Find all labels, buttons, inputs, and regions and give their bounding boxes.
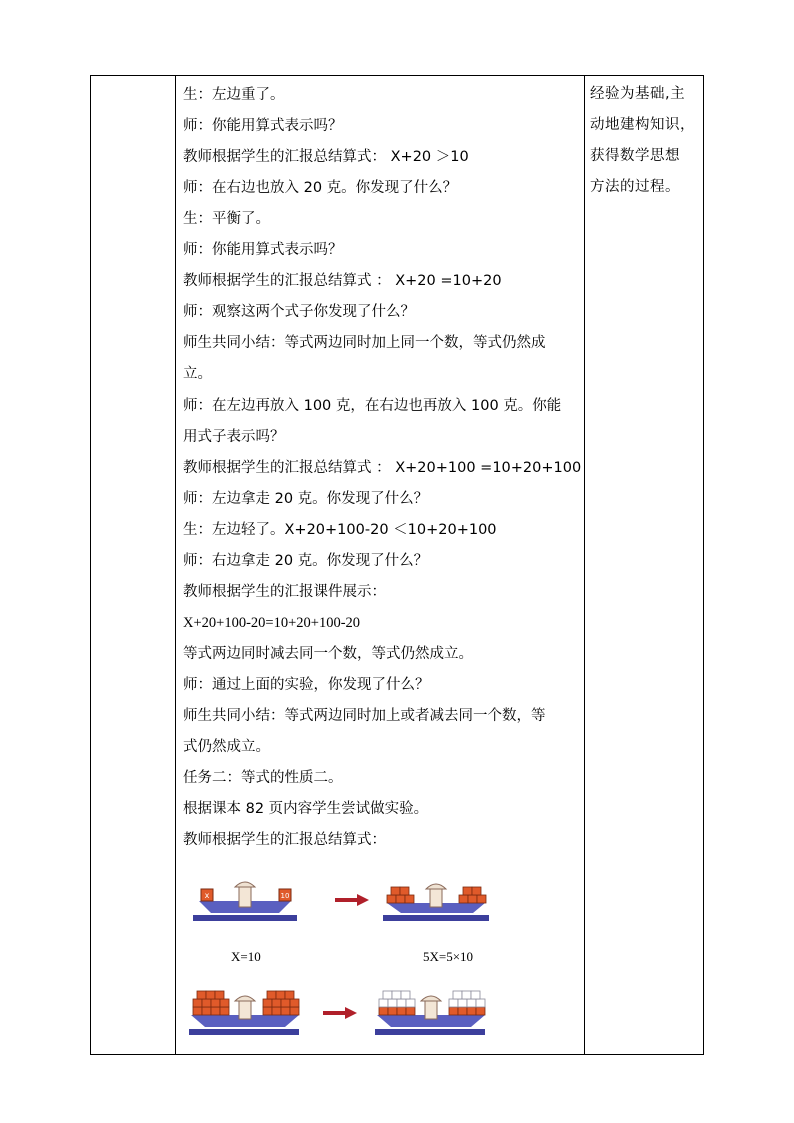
text-line: 师：在右边也放入 20 克。你发现了什么？ [183,180,458,196]
text-line: 教师根据学生的汇报课件展示： [183,584,386,600]
text-line: 师：在左边再放入 100 克，在右边也再放入 100 克。你能 [183,398,562,414]
balance-scale-5x-50 [381,871,493,931]
text-line: 师：通过上面的实验，你发现了什么？ [183,677,430,693]
balance-scale-reduced-weights [373,981,489,1041]
text-line: 教师根据学生的汇报总结算式 ： X+20+100 =10+20+100 [183,460,582,476]
text-line: 等式两边同时减去同一个数，等式仍然成立。 [183,646,473,662]
text-line: 师：你能用算式表示吗？ [183,242,343,258]
text-line: 生：左边轻了。X+20+100-20 ＜10+20+100 [183,522,497,538]
text-line: 师：观察这两个式子你发现了什么？ [183,304,415,320]
caption-left: X=10 [231,949,261,964]
text-line: 教师根据学生的汇报总结算式： [183,832,386,848]
text-line: 师：左边拿走 20 克。你发现了什么？ [183,491,429,507]
text-line: 任务二：等式的性质二。 [183,770,343,786]
lesson-table [90,75,704,1055]
balance-scale-x-10 [191,871,301,931]
note-line: 动地建构知识， [590,117,695,133]
text-line: 用式子表示吗？ [183,429,285,445]
text-line: 师：右边拿走 20 克。你发现了什么？ [183,553,429,569]
weight-label: x [204,891,210,900]
column-divider-right [584,76,585,1054]
text-line: 生：平衡了。 [183,211,270,227]
arrow-right-icon [323,1006,359,1020]
text-line: 立。 [183,366,212,382]
text-line: 教师根据学生的汇报总结算式： X+20 ＞10 [183,149,469,165]
arrow-right-icon [335,893,371,907]
weight-label: 10 [280,892,290,900]
text-line: 根据课本 82 页内容学生尝试做实验。 [183,801,429,817]
text-line: X+20+100-20=10+20+100-20 [183,615,361,631]
balance-scale-multi-weights [187,981,303,1041]
note-line: 经验为基础,主 [590,86,686,102]
design-intent-column [590,79,700,203]
text-line: 教师根据学生的汇报总结算式 ： X+20 =10+20 [183,273,502,289]
text-line: 师生共同小结：等式两边同时加上同一个数，等式仍然成 [183,335,546,351]
text-line: 式仍然成立。 [183,739,270,755]
text-line: 生：左边重了。 [183,87,285,103]
caption-right: 5X=5×10 [423,949,474,964]
text-line: 师生共同小结：等式两边同时加上或者减去同一个数，等 [183,708,546,724]
note-line: 获得数学思想 [590,148,680,164]
column-divider-left [175,76,176,1054]
note-line: 方法的过程。 [590,179,680,195]
text-line: 师：你能用算式表示吗？ [183,118,343,134]
